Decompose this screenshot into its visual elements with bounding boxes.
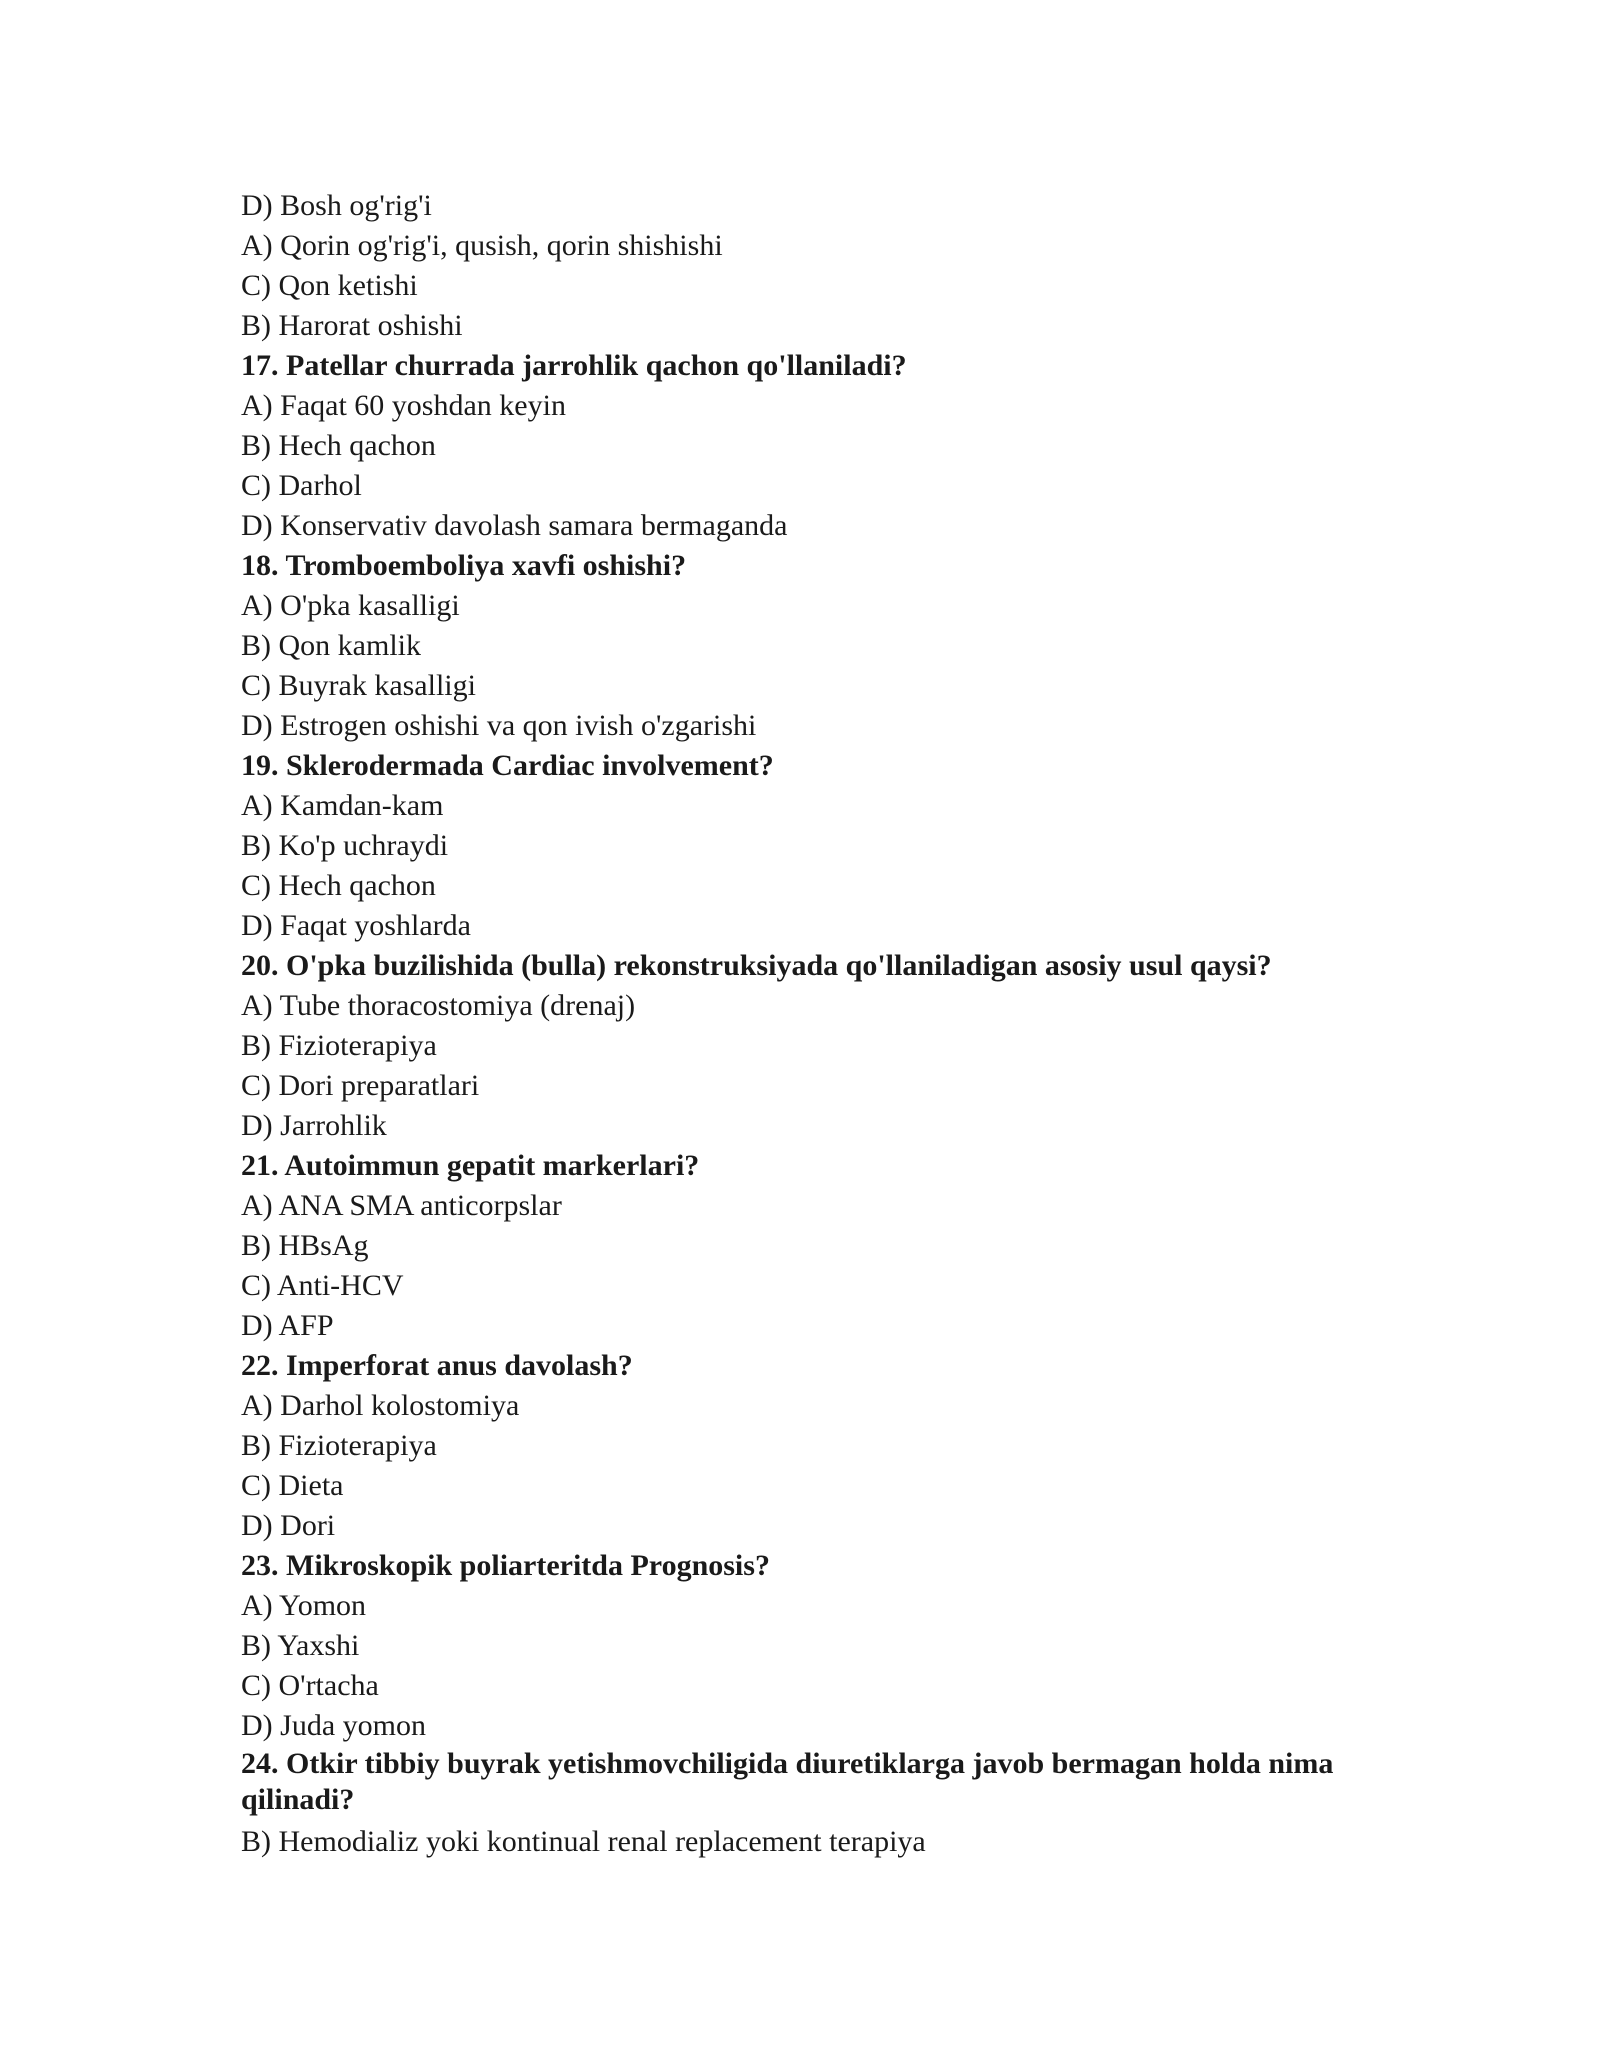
answer-option: D) Bosh og'rig'i bbox=[241, 189, 432, 222]
answer-option: B) Fizioterapiya bbox=[241, 1429, 437, 1462]
answer-option: A) Kamdan-kam bbox=[241, 789, 444, 822]
answer-option: C) Darhol bbox=[241, 469, 362, 502]
answer-option: C) Qon ketishi bbox=[241, 269, 418, 302]
answer-option: B) HBsAg bbox=[241, 1229, 369, 1262]
answer-option: C) Anti-HCV bbox=[241, 1269, 404, 1302]
answer-option: B) Hech qachon bbox=[241, 429, 436, 462]
answer-option: A) Yomon bbox=[241, 1589, 367, 1622]
answer-option: A) Qorin og'rig'i, qusish, qorin shishishi bbox=[241, 229, 723, 262]
answer-option: B) Qon kamlik bbox=[241, 629, 421, 662]
answer-option: A) Faqat 60 yoshdan keyin bbox=[241, 389, 566, 422]
answer-option: A) Tube thoracostomiya (drenaj) bbox=[241, 989, 636, 1022]
answer-option: C) Dieta bbox=[241, 1469, 344, 1502]
answer-option: D) Konservativ davolash samara bermaganda bbox=[241, 509, 788, 542]
document-page bbox=[241, 186, 1421, 1862]
answer-option: B) Yaxshi bbox=[241, 1629, 360, 1662]
answer-option: B) Fizioterapiya bbox=[241, 1029, 437, 1062]
answer-option: B) Hemodializ yoki kontinual renal replacement terapiya bbox=[241, 1825, 926, 1858]
question-heading: 17. Patellar churrada jarrohlik qachon qo'llaniladi? bbox=[241, 349, 907, 382]
answer-option: D) Jarrohlik bbox=[241, 1109, 387, 1142]
answer-option: C) Buyrak kasalligi bbox=[241, 669, 476, 702]
answer-option: D) AFP bbox=[241, 1309, 334, 1342]
question-heading: 21. Autoimmun gepatit markerlari? bbox=[241, 1149, 700, 1182]
question-heading: 18. Tromboemboliya xavfi oshishi? bbox=[241, 549, 687, 582]
question-heading: 24. Otkir tibbiy buyrak yetishmovchiligida diuretiklarga javob bermagan holda nima qilinadi? bbox=[241, 1747, 1334, 1816]
answer-option: B) Harorat oshishi bbox=[241, 309, 463, 342]
answer-option: B) Ko'p uchraydi bbox=[241, 829, 449, 862]
answer-option: A) ANA SMA anticorpslar bbox=[241, 1189, 562, 1222]
answer-option: C) Hech qachon bbox=[241, 869, 436, 902]
question-heading: 20. O'pka buzilishida (bulla) rekonstruksiyada qo'llaniladigan asosiy usul qaysi? bbox=[241, 949, 1272, 982]
answer-option: C) O'rtacha bbox=[241, 1669, 379, 1702]
answer-option: D) Faqat yoshlarda bbox=[241, 909, 471, 942]
question-heading: 22. Imperforat anus davolash? bbox=[241, 1349, 633, 1382]
answer-option: A) Darhol kolostomiya bbox=[241, 1389, 520, 1422]
answer-option: D) Dori bbox=[241, 1509, 336, 1542]
answer-option: A) O'pka kasalligi bbox=[241, 589, 460, 622]
answer-option: D) Estrogen oshishi va qon ivish o'zgarishi bbox=[241, 709, 757, 742]
question-heading: 19. Sklerodermada Cardiac involvement? bbox=[241, 749, 774, 782]
answer-option: D) Juda yomon bbox=[241, 1709, 426, 1742]
question-heading: 23. Mikroskopik poliarteritda Prognosis? bbox=[241, 1549, 770, 1582]
answer-option: C) Dori preparatlari bbox=[241, 1069, 480, 1102]
